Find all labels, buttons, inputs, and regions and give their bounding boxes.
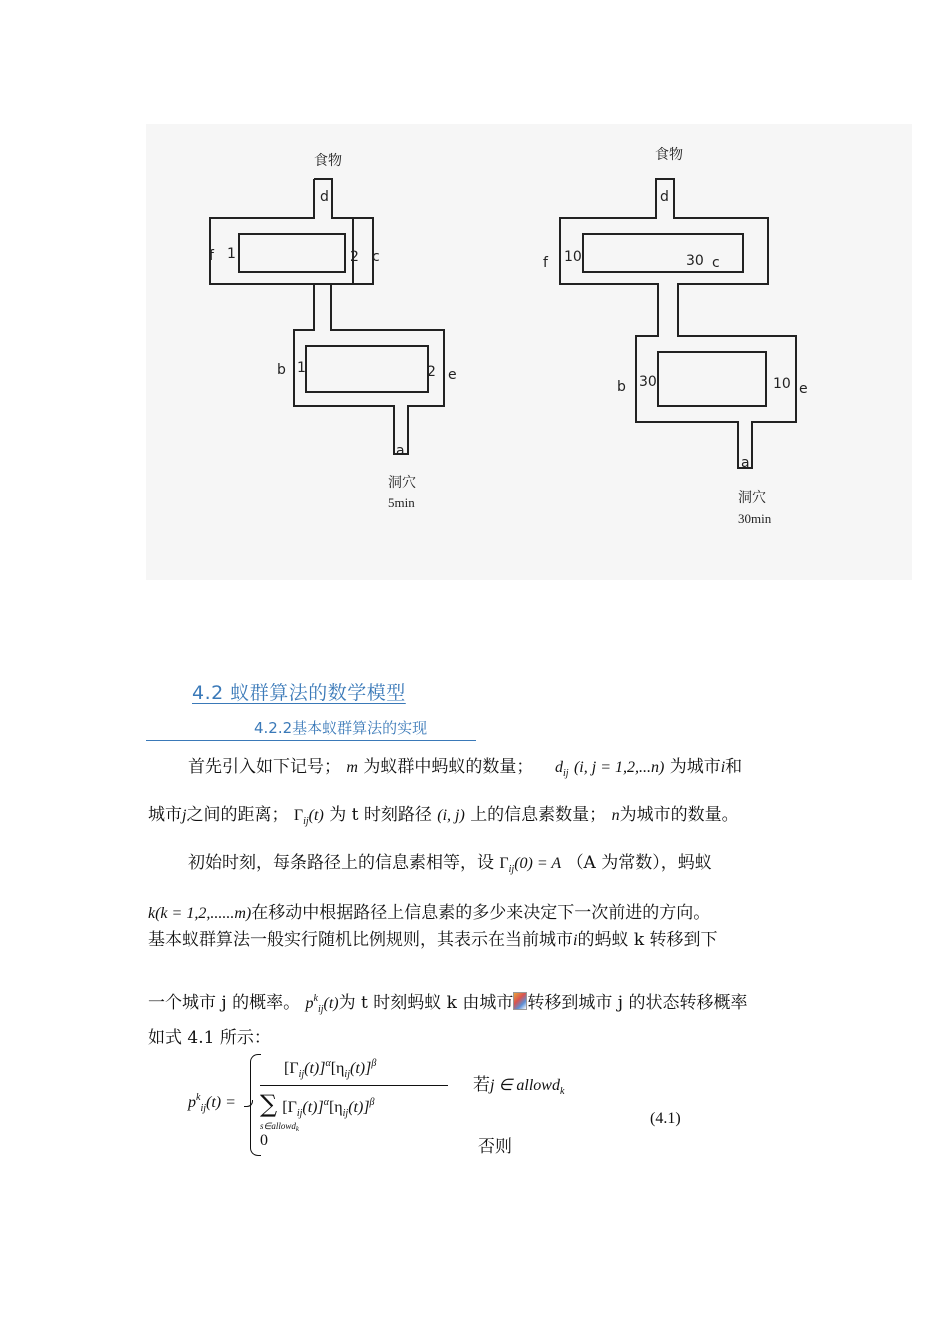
text: 城市 <box>148 805 182 825</box>
text: 一个城市 j 的概率。 <box>148 993 301 1013</box>
paragraph-line-6 <box>148 988 747 1021</box>
left-cave-label: 洞穴 <box>388 475 416 491</box>
text: 之间的距离； <box>186 805 289 825</box>
left-lower-right-value: 2 <box>427 364 436 380</box>
broken-image-icon <box>513 992 527 1010</box>
ant-path-figure <box>146 124 912 580</box>
sum-symbol: ∑ <box>260 1090 278 1118</box>
math-p: p <box>305 995 314 1012</box>
math-sub: ij <box>303 816 309 827</box>
right-lower-right-value: 10 <box>773 376 791 392</box>
math-ij: (i, j) <box>437 807 465 824</box>
left-node-d: d <box>320 189 329 205</box>
math-t: (t) <box>323 995 339 1012</box>
text: 为城市 <box>669 757 721 777</box>
math-sup: k <box>196 1092 201 1103</box>
left-node-b: b <box>277 362 286 378</box>
text: 基本蚁群算法一般实行随机比例规则，其表示在当前城市 <box>148 930 573 950</box>
right-time-label: 30min <box>738 511 772 526</box>
text: 初始时刻，每条路径上的信息素相等，设 <box>188 853 494 873</box>
text: 上的信息素数量； <box>470 805 607 825</box>
math-j: j <box>182 807 187 824</box>
right-upper-left-value: 10 <box>564 249 582 265</box>
right-node-d: d <box>660 189 669 205</box>
left-time-label: 5min <box>388 495 415 510</box>
text: 为蚁群中蚂蚁的数量； <box>363 757 534 777</box>
text: 为 t 时刻蚂蚁 k 由城市 <box>338 993 514 1013</box>
math-sub: ij <box>563 768 569 779</box>
sum-subscript: s∈allowdk <box>260 1121 299 1133</box>
math-p: p <box>188 1094 196 1111</box>
right-node-c: c <box>712 255 720 271</box>
formula-condition-2: 否则 <box>478 1137 512 1157</box>
path-diagram <box>146 124 912 580</box>
text: 的蚂蚁 k 转移到下 <box>577 930 718 950</box>
equation-number: (4.1) <box>650 1110 681 1127</box>
left-outer-path <box>294 179 444 454</box>
math-k: k(k = 1,2,......m) <box>148 905 252 922</box>
math-d: d <box>555 759 563 776</box>
left-lower-left-value: 1 <box>297 360 306 376</box>
right-cave-label: 洞穴 <box>738 490 766 506</box>
math-t: (t) <box>308 807 324 824</box>
left-upper-right-value: 2 <box>350 249 359 265</box>
section-heading[interactable]: 4.2 蚁群算法的数学模型 <box>192 682 406 704</box>
left-upper-block <box>239 234 345 272</box>
math-gamma: Γ <box>293 807 304 824</box>
formula-condition-1: 若j ∈ allowd$_k$ <box>473 1075 565 1097</box>
math-rest: (t) = <box>206 1094 236 1111</box>
formula-4-1 <box>188 1052 708 1162</box>
text: 和 <box>725 757 743 777</box>
math-args: (i, j = 1,2,...n) <box>573 759 665 776</box>
math-i: i <box>720 759 726 776</box>
paragraph-line-5 <box>148 929 718 952</box>
math-m: m <box>346 759 358 776</box>
paragraph-line-1 <box>188 756 742 785</box>
text: 首先引入如下记号； <box>188 757 341 777</box>
paragraph-line-4 <box>148 902 710 925</box>
right-node-a: a <box>741 455 750 471</box>
left-upper-left-value: 1 <box>227 246 236 262</box>
formula-zero: 0 <box>260 1132 268 1149</box>
formula-lhs <box>188 1092 236 1114</box>
right-node-f: f <box>543 255 548 271</box>
text: 转移到城市 j 的状态转移概率 <box>527 993 748 1013</box>
math-sub: ij <box>200 1103 207 1114</box>
text: （A 为常数），蚂蚁 <box>566 853 712 873</box>
math-i: i <box>573 932 578 949</box>
right-node-e: e <box>799 381 808 397</box>
text: 为城市的数量。 <box>619 805 739 825</box>
left-food-label: 食物 <box>314 153 342 169</box>
formula-numerator: $[\Gamma_{ij}(t)]^\alpha[\eta_{ij}(t)]^\beta$ <box>284 1058 377 1080</box>
math-eq: (0) = A <box>514 855 562 872</box>
math-gamma: Γ <box>499 855 509 872</box>
formula-denominator: ∑ $[\Gamma_{ij}(t)]^\alpha[\eta_{ij}(t)]^\beta$ s∈allowdk <box>260 1090 375 1133</box>
left-node-e: e <box>448 367 457 383</box>
math-sup: k <box>313 993 318 1004</box>
text: 在移动中根据路径上信息素的多少来决定下一次前进的方向。 <box>251 903 711 923</box>
right-lower-block <box>658 352 766 406</box>
fraction-bar <box>260 1085 448 1086</box>
paragraph-line-2 <box>148 804 739 833</box>
left-node-c: c <box>372 249 380 265</box>
right-upper-right-value: 30 <box>686 253 704 269</box>
math-n: n <box>611 807 620 824</box>
text: 如式 4.1 所示： <box>148 1028 271 1048</box>
left-node-f: f <box>209 248 214 264</box>
math-sub: ij <box>508 864 515 875</box>
left-node-a: a <box>396 443 405 459</box>
right-lower-left-value: 30 <box>639 374 657 390</box>
math-sub: ij <box>317 1004 324 1015</box>
right-node-b: b <box>617 379 626 395</box>
paragraph-line-7 <box>148 1027 271 1049</box>
left-lower-block <box>306 346 428 392</box>
right-food-label: 食物 <box>655 147 683 163</box>
paragraph-line-3 <box>188 852 712 881</box>
text: 为 t 时刻路径 <box>329 805 432 825</box>
section-subheading[interactable] <box>146 717 476 741</box>
subheading-text: 4.2.2基本蚁群算法的实现 <box>254 719 428 737</box>
